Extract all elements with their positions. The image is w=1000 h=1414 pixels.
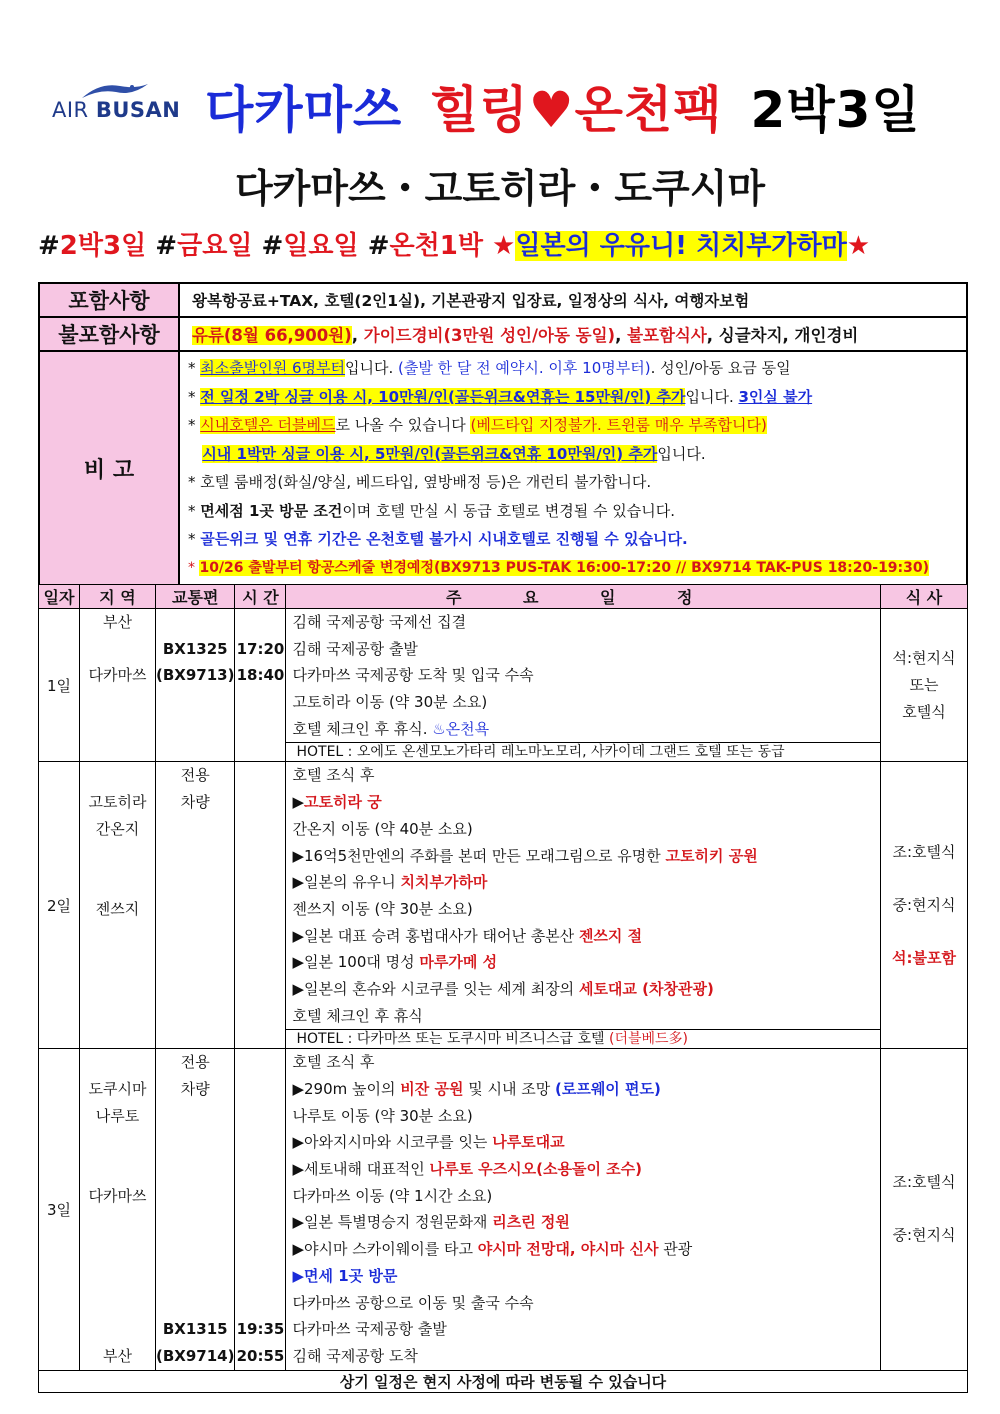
- day-meal: 조:호텔식 중:현지식 석:불포함: [881, 762, 968, 1049]
- note-item: * 시내호텔은 더블베드로 나올 수 있습니다 (베드타입 지정불가. 트윈룸 매우 부족합니다): [188, 416, 767, 434]
- schedule-item: ▶16억5천만엔의 주화를 본떠 만든 모래그림으로 유명한 고토히키 공원: [292, 846, 758, 865]
- tag-item: #온천1박: [367, 231, 483, 261]
- schedule-item: ▶일본 대표 승려 홍법대사가 태어난 총본산 젠쓰지 절: [292, 926, 643, 945]
- header-day: 일자: [39, 585, 80, 609]
- title-duration: 2박3일: [750, 81, 921, 139]
- day-region: 고토히라 간온지 젠쓰지: [80, 762, 156, 1049]
- tag-item: #2박3일: [38, 231, 147, 261]
- day-region: 부산 다카마쓰: [80, 609, 156, 762]
- notes-list: [179, 351, 967, 585]
- note-item: * 최소출발인원 6명부터입니다. (출발 한 달 전 예약시. 이후 10명부터). 성인/아동 요금 동일: [188, 359, 791, 377]
- schedule-item: 다카마쓰 국제공항 출발: [292, 1320, 447, 1339]
- schedule-item: 호텔 체크인 후 휴식: [292, 1006, 423, 1025]
- star-icon: ★: [846, 231, 871, 261]
- exclude-text: 유류(8월 66,900원), 가이드경비(3만원 성인/아동 동일), 불포함식사, 싱글차지, 개인경비: [179, 317, 967, 351]
- day-label: 3일: [39, 1049, 80, 1370]
- hotel-info: HOTEL : 오에도 온센모노가타리 레노마노모리, 사카이데 그랜드 호텔 또는 동급: [286, 742, 880, 761]
- title-package: 힐링♥온천팩: [430, 81, 723, 139]
- star-icon: ★: [492, 231, 516, 261]
- schedule-footer-note: 상기 일정은 현지 사정에 따라 변동될 수 있습니다: [39, 1370, 968, 1392]
- header-time: 시 간: [235, 585, 286, 609]
- note-item: * 면세점 1곳 방문 조건이며 호텔 만실 시 동급 호텔로 변경될 수 있습니다.: [188, 501, 676, 520]
- schedule-item: 호텔 조식 후: [292, 1053, 375, 1072]
- air-busan-logo: [50, 80, 181, 130]
- page-subtitle: 다카마쓰・고토히라・도쿠시마: [234, 167, 766, 212]
- schedule-item: 호텔 조식 후: [292, 766, 375, 785]
- day-items: [286, 762, 881, 1049]
- header-meal: 식 사: [881, 585, 968, 609]
- schedule-item: 다카마쓰 이동 (약 1시간 소요): [292, 1186, 493, 1205]
- day-time: 17:20 18:40: [235, 609, 286, 762]
- tag-line: [38, 225, 870, 262]
- header-schedule: 주 요 일 정: [286, 585, 881, 609]
- schedule-item: 다카마쓰 공항으로 이동 및 출국 수속: [292, 1293, 534, 1312]
- schedule-item: ▶야시마 스카이웨이를 타고 야시마 전망대, 야시마 신사 관광: [292, 1240, 693, 1259]
- day2-row: [39, 762, 968, 1049]
- day-items: [286, 609, 881, 762]
- logo-air-text: AIR: [52, 98, 96, 122]
- schedule-item: ▶아와지시마와 시코쿠를 잇는 나루토대교: [292, 1133, 565, 1152]
- header-transport: 교통편: [156, 585, 235, 609]
- note-item: * 10/26 출발부터 항공스케줄 변경예정(BX9713 PUS-TAK 16:00-17:20 // BX9714 TAK-PUS 18:20-19:30): [188, 559, 930, 576]
- tag-item: #일요일: [261, 231, 359, 261]
- onsen-icon: ♨온천욕: [432, 719, 490, 738]
- schedule-item: ▶면세 1곳 방문: [292, 1266, 398, 1285]
- day-items: [286, 1049, 881, 1370]
- day-time: [235, 762, 286, 1049]
- tag-highlight: 일본의 우유니! 치치부가하마: [515, 231, 847, 261]
- header-region: 지 역: [80, 585, 156, 609]
- day-meal: 석:현지식 또는 호텔식: [881, 609, 968, 762]
- exclude-label: 불포함사항: [39, 317, 179, 351]
- include-label: 포함사항: [39, 283, 179, 317]
- page-title: [205, 70, 921, 142]
- day3-row: [39, 1049, 968, 1370]
- schedule-item: ▶고토히라 궁: [292, 793, 382, 812]
- schedule-item: 호텔 체크인 후 휴식. ♨온천욕: [292, 719, 490, 738]
- tag-item: #금요일: [155, 231, 253, 261]
- include-text: 왕복항공료+TAX, 호텔(2인1실), 기본관광지 입장료, 일정상의 식사, 여행자보험: [179, 283, 967, 317]
- schedule-item: ▶일본의 혼슈와 시코쿠를 잇는 세계 최장의 세토대교 (차창관광): [292, 979, 714, 998]
- schedule-item: 젠쓰지 이동 (약 30분 소요): [292, 899, 473, 918]
- schedule-item: 김해 국제공항 국제선 집결: [292, 613, 467, 631]
- note-item: * 호텔 룸배정(화실/양실, 베드타입, 옆방배정 등)은 개런티 불가합니다.: [188, 473, 652, 491]
- schedule-item: 나루토 이동 (약 30분 소요): [292, 1106, 473, 1125]
- note-item: * 전 일정 2박 싱글 이용 시, 10만원/인(골든위크&연휴는 15만원/인) 추가입니다. 3인실 불가: [188, 387, 813, 406]
- schedule-item: ▶일본의 유우니 치치부가하마: [292, 873, 488, 892]
- schedule-item: 다카마쓰 국제공항 도착 및 입국 수속: [292, 666, 534, 685]
- day-region: 도쿠시마 나루토 다카마쓰 부산: [80, 1049, 156, 1370]
- schedule-item: ▶세토내해 대표적인 나루토 우즈시오(소용돌이 조수): [292, 1160, 642, 1179]
- schedule-item: 고토히라 이동 (약 30분 소요): [292, 693, 488, 712]
- day-meal: 조:호텔식 중:현지식: [881, 1049, 968, 1370]
- day-label: 2일: [39, 762, 80, 1049]
- day-transport: 전용 차량 BX1315 (BX9714): [156, 1049, 235, 1370]
- day-time: 19:35 20:55: [235, 1049, 286, 1370]
- day1-row: [39, 609, 968, 762]
- info-table: [38, 282, 968, 586]
- notes-label: 비 고: [39, 351, 179, 585]
- schedule-item: ▶일본 100대 명성 마루가메 성: [292, 953, 498, 972]
- day-transport: BX1325 (BX9713): [156, 609, 235, 762]
- note-item: 시내 1박만 싱글 이용 시, 5만원/인(골든위크&연휴 10만원/인) 추가입니다.: [202, 444, 706, 463]
- schedule-item: 김해 국제공항 도착: [292, 1346, 418, 1365]
- logo-busan-text: BUSAN: [95, 98, 181, 122]
- schedule-item: ▶일본 특별명승지 정원문화재 리츠린 정원: [292, 1213, 570, 1232]
- day-label: 1일: [39, 609, 80, 762]
- schedule-item: ▶290m 높이의 비잔 공원 및 시내 조망 (로프웨이 편도): [292, 1080, 661, 1098]
- title-destination: 다카마쓰: [205, 81, 403, 139]
- day-transport: 전용 차량: [156, 762, 235, 1049]
- schedule-table: [38, 584, 968, 1393]
- note-item: * 골든위크 및 연휴 기간은 온천호텔 불가시 시내호텔로 진행될 수 있습니다.: [188, 530, 688, 548]
- hotel-info: HOTEL : 다카마쓰 또는 도쿠시마 비즈니스급 호텔 (더블베드多): [286, 1029, 880, 1048]
- schedule-item: 간온지 이동 (약 40분 소요): [292, 819, 473, 838]
- schedule-item: 김해 국제공항 출발: [292, 639, 418, 658]
